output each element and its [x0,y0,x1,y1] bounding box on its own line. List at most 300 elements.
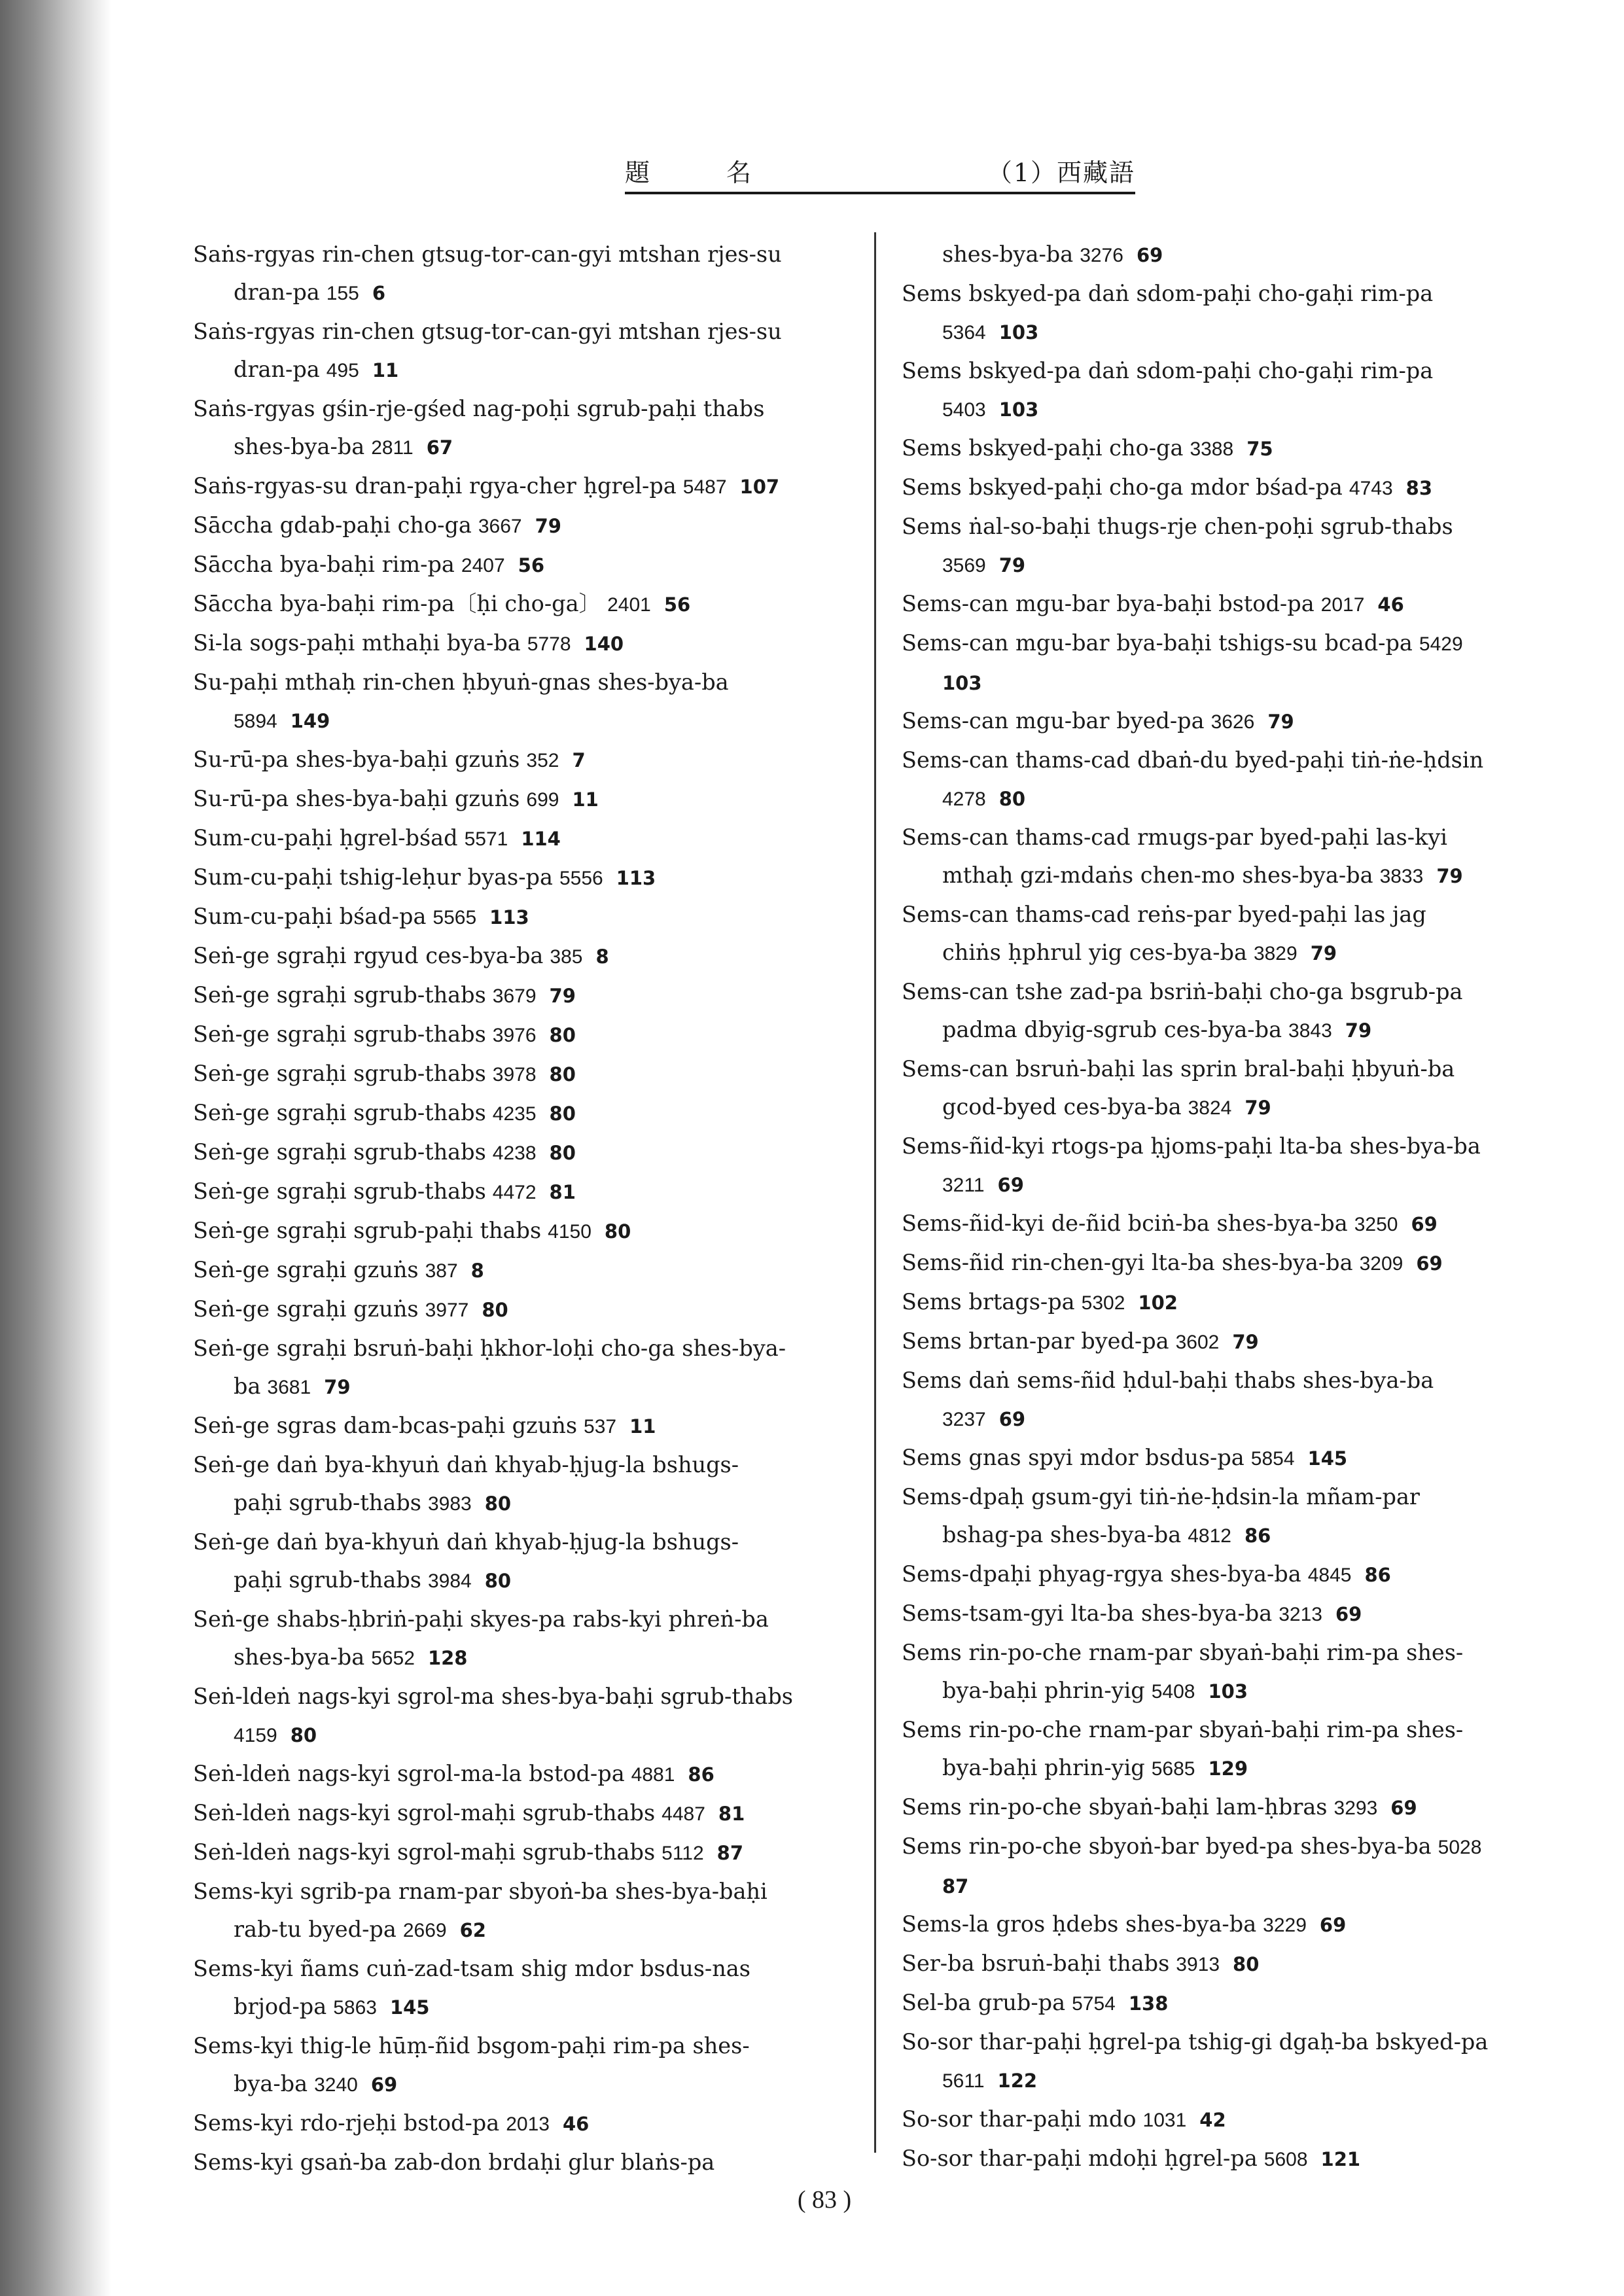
catalog-number: 3976 [492,1025,537,1046]
entry-title: Sems rin-po-che rnam-par sbyaṅ-baḥi rim-pa shes- [902,1717,1464,1742]
index-entry [193,976,860,1016]
page-reference: 79 [549,985,576,1007]
index-entry [902,1788,1576,1828]
page-reference: 69 [997,1174,1024,1196]
catalog-number: 4235 [492,1103,537,1125]
index-entry [902,1439,1576,1478]
page-reference: 103 [1208,1680,1248,1703]
index-entry [193,1678,860,1755]
column-divider [874,232,876,2153]
page-reference: 79 [998,554,1026,576]
page-reference: 79 [1267,711,1294,733]
entry-title: So-sor thar-paḥi mdo [902,2106,1137,2132]
page-reference: 11 [629,1415,656,1438]
page-reference: 86 [1244,1525,1271,1547]
entry-line [193,1055,860,1094]
catalog-number: 3240 [314,2074,358,2096]
page-reference: 80 [484,1570,512,1592]
catalog-number: 3250 [1354,1214,1398,1235]
page-reference: 80 [998,788,1026,810]
index-entry [193,780,860,819]
index-entry [902,585,1576,624]
index-entry [902,819,1576,896]
entry-line [193,1133,860,1173]
entry-line [193,274,860,313]
catalog-number: 495 [326,360,359,381]
entry-line [193,1094,860,1133]
entry-line [193,937,860,976]
page-reference: 69 [1411,1213,1438,1235]
catalog-number: 3388 [1190,438,1234,460]
entry-line [902,973,1576,1011]
index-entry [193,1794,860,1833]
entry-title: dran-pa [234,357,320,382]
entry-line [902,1828,1576,1867]
entry-line [902,468,1576,508]
index-entry [902,1634,1576,1711]
index-entry [902,741,1576,819]
catalog-number: 1031 [1142,2110,1187,2131]
entry-line [193,546,860,585]
entry-title: shes-bya-ba [234,1644,365,1670]
entry-line [193,351,860,390]
page-reference: 145 [389,1996,430,2019]
entry-title: paḥi sgrub-thabs [234,1490,421,1515]
entry-title: Sems-can thams-cad reṅs-par byed-paḥi las jag [902,902,1426,927]
index-entry [902,2023,1576,2100]
index-entry [902,1244,1576,1283]
catalog-number: 4472 [492,1182,537,1203]
index-entry [193,467,860,506]
catalog-number: 3843 [1288,1020,1332,1042]
index-entry [902,1945,1576,1984]
index-entry [902,1828,1576,1905]
entry-line [902,429,1576,468]
entry-line [902,1749,1576,1788]
catalog-number: 385 [550,946,583,968]
entry-line [193,2065,860,2104]
index-entry [902,1595,1576,1634]
index-entry [902,2140,1576,2179]
catalog-number: 537 [584,1416,617,1438]
page-reference: 69 [1136,244,1163,266]
index-entry [193,1094,860,1133]
entry-title: Seṅ-ge sgraḥi bsruṅ-baḥi ḥkhor-loḥi cho-ga shes-bya- [193,1335,786,1361]
left-column [193,236,860,2181]
entry-title: Seṅ-ge sgraḥi gzuṅs [193,1257,419,1282]
page-reference: 79 [1345,1019,1372,1042]
entry-title: Seṅ-ldeṅ nags-kyi sgrol-ma shes-bya-baḥi sgrub-thabs [193,1684,793,1709]
index-entry [902,973,1576,1050]
entry-line [193,1368,860,1407]
entry-title: Sems rin-po-che rnam-par sbyaṅ-baḥi rim-pa shes- [902,1640,1464,1665]
entry-line [193,1016,860,1055]
page-reference: 83 [1405,477,1433,499]
catalog-number: 352 [526,750,559,771]
page-reference: 87 [942,1875,969,1898]
page-reference: 6 [372,282,385,304]
index-entry [902,236,1576,275]
header-section: （1）西藏語 [987,158,1135,187]
page-reference: 8 [470,1260,484,1282]
entry-title: Seṅ-ge sgraḥi sgrub-thabs [193,1100,486,1125]
index-entry [193,858,860,898]
entry-line [902,1244,1576,1283]
entry-title: Sems-kyi gsaṅ-ba zab-don brdaḥi glur blaṅs-pa [193,2149,715,2175]
entry-line [902,1984,1576,2023]
catalog-number: 155 [326,283,359,304]
catalog-number: 4845 [1307,1564,1352,1586]
page-reference: 79 [1436,865,1463,887]
catalog-number: 3984 [428,1570,472,1592]
entry-title: Sems bskyed-paḥi cho-ga mdor bśad-pa [902,474,1343,500]
index-entry [193,1212,860,1251]
index-entry [902,624,1576,702]
page-reference: 69 [1390,1797,1417,1819]
index-entry [193,1873,860,1950]
index-entry [193,1173,860,1212]
entry-line [902,1478,1576,1516]
catalog-number: 5364 [942,322,986,344]
entry-line [193,313,860,351]
entry-line [193,467,860,506]
catalog-number: 5685 [1151,1758,1195,1780]
entry-line [902,390,1576,429]
catalog-number: 5429 [1419,633,1463,655]
entry-line [902,1283,1576,1322]
right-column [902,236,1576,2179]
entry-title: Sems bskyed-pa daṅ sdom-paḥi cho-gaḥi rim-pa [902,358,1434,383]
entry-line [902,663,1576,702]
entry-title: ba [234,1373,261,1399]
index-entry [193,1055,860,1094]
catalog-number: 4278 [942,788,986,810]
entry-line [193,428,860,467]
entry-title: shes-bya-ba [942,241,1074,267]
entry-title: shes-bya-ba [234,434,365,459]
index-entry [902,508,1576,585]
catalog-number: 3681 [267,1377,311,1398]
entry-line [902,779,1576,819]
entry-line [902,2061,1576,2100]
page-reference: 113 [489,906,529,928]
entry-title: Seṅ-ge sgraḥi sgrub-thabs [193,1021,486,1047]
catalog-number: 3569 [942,555,986,576]
entry-title: Saṅs-rgyas rin-chen gtsug-tor-can-gyi mtshan rjes-su [193,319,782,344]
page-reference: 69 [1319,1914,1347,1936]
index-entry [902,468,1576,508]
index-entry [193,546,860,585]
entry-title: Sems-ñid-kyi de-ñid bciṅ-ba shes-bya-ba [902,1210,1348,1236]
entry-title: Seṅ-ge sgraḥi sgrub-thabs [193,982,486,1008]
entry-title: Sems-kyi rdo-rjeḥi bstod-pa [193,2110,500,2136]
catalog-number: 4487 [662,1803,705,1825]
entry-line [193,701,860,741]
index-entry [193,937,860,976]
index-entry [193,390,860,467]
entry-line [193,1330,860,1368]
page-reference: 79 [1232,1331,1259,1353]
entry-line [902,1088,1576,1127]
index-entry [193,1407,860,1446]
entry-title: Seṅ-ge daṅ bya-khyuṅ daṅ khyab-ḥjug-la bshugs- [193,1452,739,1477]
entry-title: Saṅs-rgyas rin-chen gtsug-tor-can-gyi mtshan rjes-su [193,241,782,267]
entry-line [902,1050,1576,1088]
entry-title: brjod-pa [234,1994,327,2019]
entry-line [902,1127,1576,1165]
entry-title: Su-rū-pa shes-bya-baḥi gzuṅs [193,786,520,811]
index-entry [902,1127,1576,1205]
entry-title: Seṅ-ge shabs-ḥbriṅ-paḥi skyes-pa rabs-kyi phreṅ-ba [193,1606,769,1632]
entry-title: Sems-ñid rin-chen-gyi lta-ba shes-bya-ba [902,1250,1353,1275]
index-entry [193,819,860,858]
page-reference: 81 [718,1803,745,1825]
header-title-char-2: 名 [726,158,753,187]
entry-line [193,1911,860,1950]
catalog-number: 4159 [234,1725,277,1746]
entry-title: Su-paḥi mthaḥ rin-chen ḥbyuṅ-gnas shes-bya-ba [193,669,729,695]
page-reference: 86 [688,1763,715,1786]
page-reference: 79 [535,515,561,537]
page-reference: 11 [572,788,599,811]
entry-line [902,1439,1576,1478]
entry-line [193,663,860,701]
page-reference: 122 [997,2070,1038,2092]
entry-title: Sāccha gdab-paḥi cho-ga [193,512,472,538]
catalog-number: 2811 [371,437,414,459]
entry-line [902,2023,1576,2061]
entry-line [193,1212,860,1251]
entry-title: Sems-kyi sgrib-pa rnam-par sbyoṅ-ba shes-bya-baḥi [193,1879,768,1904]
entry-line [902,1672,1576,1711]
entry-title: Ser-ba bsruṅ-baḥi thabs [902,1951,1170,1976]
page-reference: 80 [290,1724,317,1746]
entry-title: Sems-ñid-kyi rtogs-pa ḥjoms-paḥi lta-ba shes-bya-ba [902,1133,1481,1159]
index-entry [193,1133,860,1173]
entry-line [193,1755,860,1794]
index-entry [193,898,860,937]
catalog-number: 5894 [234,711,277,732]
catalog-number: 4743 [1349,478,1393,499]
page-reference: 81 [549,1181,576,1203]
entry-title: gcod-byed ces-bya-ba [942,1094,1182,1120]
catalog-number: 5028 [1438,1837,1482,1858]
page-reference: 56 [663,593,691,616]
entry-title: Sum-cu-paḥi tshig-leḥur byas-pa [193,864,553,890]
entry-title: Sems bskyed-paḥi cho-ga [902,435,1184,461]
entry-title: bya-baḥi phrin-yig [942,1678,1145,1703]
entry-line [902,819,1576,857]
index-entry [902,1555,1576,1595]
index-entry [193,624,860,663]
entry-line [193,1678,860,1716]
catalog-number: 3229 [1263,1915,1307,1936]
entry-line [902,741,1576,779]
page-reference: 62 [459,1919,486,1941]
entry-line [193,1173,860,1212]
entry-title: chiṅs ḥphrul yig ces-bya-ba [942,940,1247,965]
entry-line [193,1446,860,1484]
entry-title: Sems bskyed-pa daṅ sdom-paḥi cho-gaḥi rim-pa [902,281,1434,306]
catalog-number: 3211 [942,1174,985,1196]
index-entry [193,1290,860,1330]
entry-title: Seṅ-ge sgraḥi sgrub-thabs [193,1139,486,1165]
catalog-number: 387 [425,1260,458,1282]
entry-line [902,857,1576,896]
entry-line [193,1950,860,1988]
page-reference: 102 [1138,1292,1178,1314]
index-entry [193,741,860,780]
index-entry [193,1600,860,1678]
index-entry [902,1322,1576,1362]
index-entry [902,896,1576,973]
entry-title: Seṅ-ge sgras dam-bcas-paḥi gzuṅs [193,1413,578,1438]
catalog-number: 2017 [1320,594,1365,616]
header-title-char-1: 題 [625,158,652,187]
entry-title: bya-baḥi phrin-yig [942,1755,1145,1780]
entry-title: So-sor thar-paḥi ḥgrel-pa tshig-gi dgaḥ-ba bskyed-pa [902,2029,1489,2055]
entry-line [902,275,1576,313]
page-reference: 56 [518,554,544,576]
entry-line [902,1165,1576,1205]
entry-line [193,741,860,780]
catalog-number: 3833 [1379,866,1424,887]
entry-line [193,1873,860,1911]
entry-title: Su-rū-pa shes-bya-baḥi gzuṅs [193,747,520,772]
entry-line [902,2100,1576,2140]
entry-line [193,1638,860,1678]
index-entry [193,1016,860,1055]
page-reference: 69 [998,1408,1026,1430]
index-entry [193,1950,860,2027]
page-header [625,149,1135,188]
entry-title: dran-pa [234,279,320,305]
entry-line [193,1251,860,1290]
catalog-number: 3237 [942,1409,986,1430]
page-reference: 103 [998,398,1039,421]
catalog-number: 3978 [492,1064,537,1086]
catalog-number: 3293 [1333,1797,1378,1819]
catalog-number: 5754 [1072,1993,1116,2015]
entry-title: padma dbyig-sgrub ces-bya-ba [942,1017,1282,1042]
index-entry [193,1251,860,1290]
catalog-number: 3829 [1253,943,1297,964]
page-reference: 79 [1310,942,1337,964]
index-entry [193,313,860,390]
catalog-number: 5403 [942,399,986,421]
page-reference: 140 [584,633,624,655]
page-reference: 7 [572,749,586,771]
entry-line [902,1711,1576,1749]
catalog-number: 3626 [1210,711,1255,733]
entry-title: Sems-can thams-cad rmugs-par byed-paḥi las-kyi [902,824,1447,850]
catalog-number: 5487 [682,476,727,498]
index-entry [193,2144,860,2181]
entry-line [902,1595,1576,1634]
entry-title: Sems-dpaḥi phyag-rgya shes-bya-ba [902,1561,1301,1587]
entry-title: Sems rin-po-che sbyoṅ-bar byed-pa shes-bya-ba [902,1833,1432,1859]
page-reference: 129 [1208,1757,1248,1780]
entry-title: Seṅ-ge sgraḥi sgrub-paḥi thabs [193,1218,542,1243]
entry-title: So-sor thar-paḥi mdoḥi ḥgrel-pa [902,2146,1258,2171]
catalog-number: 5565 [432,907,477,928]
entry-line [193,624,860,663]
entry-line [902,1905,1576,1945]
header-underline [625,192,1135,194]
entry-title: paḥi sgrub-thabs [234,1567,421,1593]
catalog-number: 3276 [1080,245,1123,266]
index-entry [193,1446,860,1523]
index-entry [193,2027,860,2104]
index-entry [902,1205,1576,1244]
index-entry [902,429,1576,468]
catalog-number: 5571 [464,828,508,850]
entry-title: Sems brtags-pa [902,1289,1075,1315]
entry-line [193,1523,860,1561]
entry-title: Seṅ-ge sgraḥi rgyud ces-bya-ba [193,943,544,968]
index-entry [193,585,860,624]
entry-title: Seṅ-ge sgraḥi sgrub-thabs [193,1178,486,1204]
entry-line [902,585,1576,624]
entry-line [902,1011,1576,1050]
catalog-number: 4150 [548,1221,591,1243]
catalog-number: 5556 [559,868,603,889]
catalog-number: 3983 [428,1493,472,1515]
page-reference: 80 [549,1024,576,1046]
page-reference: 80 [549,1142,576,1164]
catalog-number: 5611 [942,2070,985,2092]
entry-line [902,1400,1576,1439]
entry-line [902,1322,1576,1362]
index-entry [902,1478,1576,1555]
entry-line [902,2140,1576,2179]
catalog-number: 4238 [492,1142,537,1164]
entry-line [193,2144,860,2181]
entry-line [193,780,860,819]
page-reference: 11 [372,359,399,381]
index-entry [902,1362,1576,1439]
page-reference: 8 [595,945,609,968]
index-entry [902,1283,1576,1322]
entry-line [902,1516,1576,1555]
catalog-number: 3213 [1279,1604,1322,1625]
catalog-number: 3667 [478,516,522,537]
index-entry [193,1755,860,1794]
page-reference: 46 [1377,593,1404,616]
catalog-number: 2669 [402,1920,447,1941]
entry-title: Sems ṅal-so-baḥi thugs-rje chen-poḥi sgrub-thabs [902,514,1453,539]
entry-title: Sems-can mgu-bar bya-baḥi bstod-pa [902,591,1315,616]
page-reference: 145 [1307,1447,1348,1470]
page-reference: 80 [604,1220,631,1243]
index-entry [902,702,1576,741]
entry-line [193,1988,860,2027]
entry-title: Sems-tsam-gyi lta-ba shes-bya-ba [902,1600,1273,1626]
index-entry [902,1984,1576,2023]
index-entry [902,275,1576,352]
entry-title: Sel-ba grub-pa [902,1990,1066,2015]
entry-line [193,1794,860,1833]
entry-line [902,1945,1576,1984]
page-reference: 86 [1364,1564,1391,1586]
entry-line [902,896,1576,934]
catalog-number: 4812 [1188,1525,1231,1547]
entry-line [193,1716,860,1755]
index-entry [902,1050,1576,1127]
entry-line [902,1205,1576,1244]
index-entry [902,352,1576,429]
page-reference: 103 [998,321,1039,344]
